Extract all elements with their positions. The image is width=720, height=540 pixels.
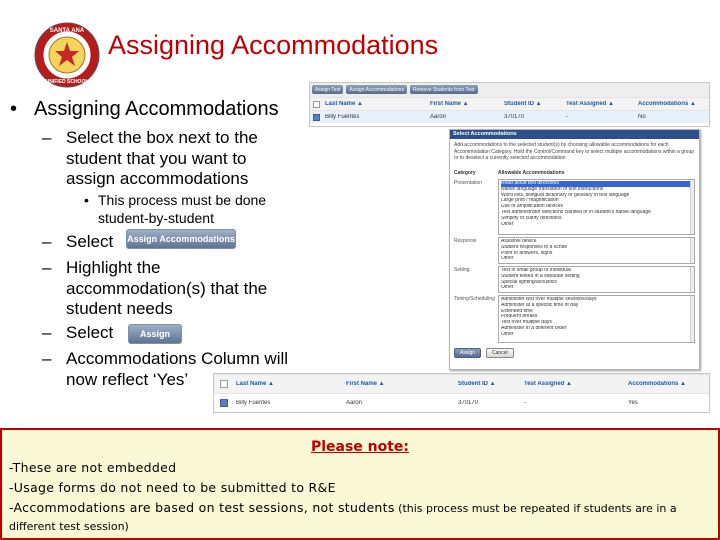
note-line: -Usage forms do not need to be submitted to R&E (9, 480, 336, 495)
col-accommodations[interactable]: Accommodations ▲ (638, 101, 696, 107)
select-accommodations-dialog (449, 129, 700, 370)
main-bullet (10, 98, 279, 121)
select-all-checkbox[interactable] (313, 101, 320, 108)
col-category: Category (454, 170, 476, 176)
col-test-assigned[interactable]: Test Assigned ▲ (524, 381, 572, 387)
table-row[interactable] (310, 110, 709, 123)
list-option[interactable]: Assistive device (501, 239, 537, 244)
category-response (450, 237, 699, 264)
step-dash: – (42, 232, 52, 251)
svg-text:SANTA ANA: SANTA ANA (49, 28, 85, 34)
listbox-scrollbar[interactable] (690, 267, 694, 292)
col-accommodations[interactable]: Accommodations ▲ (628, 381, 686, 387)
assign-accommodations-button[interactable]: Assign Accommodations (126, 229, 236, 249)
row-checkbox[interactable] (313, 114, 320, 121)
list-option[interactable]: Extended time (501, 308, 533, 314)
col-student-id[interactable]: Student ID ▲ (504, 101, 542, 107)
list-option[interactable]: Test over multiple days (501, 320, 552, 326)
category-presentation (450, 179, 699, 235)
svg-text:UNIFIED SCHOOL: UNIFIED SCHOOL (45, 79, 89, 85)
listbox-scrollbar[interactable] (690, 296, 694, 342)
list-option[interactable]: Frequent breaks (501, 314, 538, 320)
please-note-box (0, 428, 720, 540)
step-dash: – (42, 323, 52, 342)
category-setting (450, 266, 699, 293)
dialog-buttons (450, 345, 699, 361)
list-option[interactable]: Word lists, bilingual dictionary or glossary in test language (501, 192, 630, 198)
step-line: assign accommodations (66, 169, 249, 188)
category-label: Presentation (454, 180, 483, 186)
student-table-before (309, 82, 710, 127)
list-option[interactable]: Administer in a different order (501, 325, 567, 331)
step-dash: – (42, 258, 52, 277)
cell-first-name: Aaron (430, 114, 447, 120)
category-label: Setting (454, 267, 470, 273)
listbox-scrollbar[interactable] (690, 180, 694, 234)
step-dash: – (42, 349, 52, 368)
list-option[interactable]: Test administrator directions clarified or in student's native language (501, 209, 651, 215)
col-test-assigned[interactable]: Test Assigned ▲ (566, 101, 614, 107)
sub-bullet-dot: • (84, 192, 89, 208)
note-line-text: -Accommodations are based on test sessions, not students (9, 500, 395, 515)
note-line (9, 518, 129, 533)
step-line: Select (66, 323, 114, 342)
step-line: Highlight the (66, 258, 161, 277)
step-line: student that you want to (66, 148, 247, 168)
cell-last-name: Billy Fuentes (236, 400, 271, 406)
col-first-name[interactable]: First Name ▲ (430, 101, 469, 107)
table-row[interactable] (214, 393, 709, 412)
dialog-assign-button[interactable]: Assign (454, 348, 481, 358)
step-line: now reflect ‘Yes’ (66, 369, 189, 389)
cell-test-assigned: - (524, 400, 526, 406)
step-dash: – (42, 128, 52, 147)
bullet-dot: • (10, 98, 18, 120)
note-line-text: different test session) (9, 520, 129, 533)
step-line: Select the box next to the (66, 128, 258, 147)
list-option[interactable]: Other (501, 285, 514, 291)
list-option[interactable]: Other (501, 331, 514, 337)
listbox-scrollbar[interactable] (690, 238, 694, 263)
cell-student-id: 370170 (504, 114, 525, 120)
list-option[interactable]: Special lighting/acoustics (501, 279, 557, 285)
col-last-name[interactable]: Last Name ▲ (236, 381, 274, 387)
cell-first-name: Aaron (346, 400, 363, 406)
dialog-instructions: Add accommodations to the selected student(s) by choosing allowable accommodations for each Accommodation Category. Hold the Control/Command key to select multiple accommodations within a group or to deselect a currently selected accommodation. (454, 142, 695, 161)
col-first-name[interactable]: First Name ▲ (346, 381, 385, 387)
note-line-paren: (this process must be repeated if students are in a (394, 502, 677, 515)
main-bullet-text: Assigning Accommodations (34, 98, 279, 120)
table-header-row (214, 374, 709, 393)
list-option[interactable]: Large print / magnification (501, 198, 559, 204)
list-option[interactable]: Administer test over multiple sessions/days (501, 297, 597, 302)
col-last-name[interactable]: Last Name ▲ (325, 101, 363, 107)
cell-last-name: Billy Fuentes (325, 114, 360, 120)
assign-accommodations-toolbar-button[interactable]: Assign Accommodations (346, 85, 406, 94)
assign-button[interactable]: Assign (128, 324, 182, 344)
list-option[interactable]: Native language translation of test instructions (501, 186, 604, 192)
list-option[interactable]: Read aloud test directions (501, 181, 692, 187)
category-label: Timing/Scheduling (454, 296, 495, 302)
list-option[interactable]: Student tested in a separate setting (501, 273, 580, 279)
step-line: Accommodations Column will (66, 349, 289, 368)
category-timing (450, 295, 699, 343)
select-all-checkbox[interactable] (220, 380, 228, 388)
step-line: Select (66, 232, 114, 251)
assign-test-button[interactable]: Assign Test (312, 85, 343, 94)
col-student-id[interactable]: Student ID ▲ (458, 381, 496, 387)
table-header-row (310, 97, 709, 110)
dialog-cancel-button[interactable]: Cancel (486, 348, 514, 358)
note-title: Please note: (310, 439, 410, 455)
sub-note-line: This process must be done (98, 192, 267, 208)
student-table-after (213, 373, 710, 413)
table-toolbar (310, 83, 709, 97)
list-option[interactable]: Point to answers, signs (501, 250, 553, 256)
presentation-listbox[interactable] (498, 179, 695, 235)
list-option[interactable]: Use of amplification devices (501, 204, 563, 210)
cell-student-id: 370170 (458, 400, 479, 406)
cell-test-assigned: - (566, 114, 568, 120)
remove-students-button[interactable]: Remove Students from Test (410, 85, 478, 94)
list-option[interactable]: Other (501, 221, 514, 227)
note-line (9, 500, 677, 515)
list-option[interactable]: Administer at a specific time of day (501, 302, 579, 308)
col-allowable: Allowable Accommodations (498, 170, 565, 176)
list-option[interactable]: Simplify or clarify directions (501, 215, 562, 221)
list-option[interactable]: Student responses to a scribe (501, 244, 568, 250)
response-listbox[interactable] (498, 237, 695, 264)
list-option[interactable]: Other (501, 256, 514, 262)
dialog-column-headers (450, 170, 699, 179)
row-checkbox[interactable] (220, 399, 228, 407)
cell-accommodations: Yes (628, 400, 638, 406)
district-seal-logo (34, 22, 100, 88)
dialog-title: Select Accommodations (450, 130, 699, 139)
step-line: student needs (66, 299, 173, 318)
timing-listbox[interactable] (498, 295, 695, 343)
setting-listbox[interactable] (498, 266, 695, 293)
sub-note-line: student-by-student (98, 210, 214, 226)
list-option[interactable]: Test in small group or individual (501, 268, 571, 273)
step-line: accommodation(s) that the (66, 278, 268, 298)
slide-title: Assigning Accommodations (108, 30, 439, 60)
cell-accommodations: No (638, 114, 646, 120)
note-line: -These are not embedded (9, 460, 177, 475)
category-label: Response (454, 238, 477, 244)
